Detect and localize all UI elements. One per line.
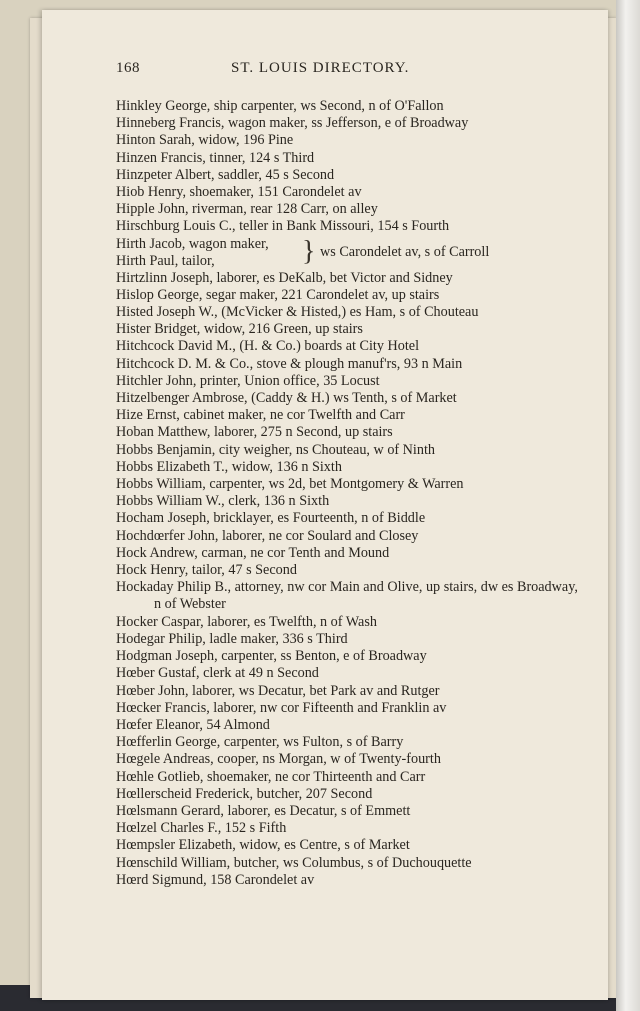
directory-entry: Hœfer Eleanor, 54 Almond: [116, 716, 270, 733]
directory-entry: Hitchcock D. M. & Co., stove & plough manuf'rs, 93 n Main: [116, 355, 463, 372]
directory-entry: Hinton Sarah, widow, 196 Pine: [116, 132, 294, 149]
directory-entry: Hirtzlinn Joseph, laborer, es DeKalb, bet Victor and Sidney: [116, 269, 453, 286]
bracket-entry-name-1: Hirth Jacob, wagon maker,: [116, 235, 269, 252]
directory-entry: Hœrd Sigmund, 158 Carondelet av: [116, 871, 315, 888]
directory-page: [42, 10, 608, 1000]
page-header: [116, 60, 586, 80]
directory-entry: Hœnschild William, butcher, ws Columbus, s of Duchouquette: [116, 854, 472, 871]
directory-entry: Hœber Gustaf, clerk at 49 n Second: [116, 665, 319, 682]
directory-entry: Hœcker Francis, laborer, nw cor Fifteenth and Franklin av: [116, 699, 447, 716]
directory-entry: Hobbs Benjamin, city weigher, ns Chouteau, w of Ninth: [116, 441, 435, 458]
directory-entry: Hocker Caspar, laborer, es Twelfth, n of Wash: [116, 613, 377, 630]
directory-entry: Hœfferlin George, carpenter, ws Fulton, s of Barry: [116, 734, 404, 751]
directory-entry: Hœlsmann Gerard, laborer, es Decatur, s of Emmett: [116, 802, 411, 819]
directory-entry: Hitzelbenger Ambrose, (Caddy & H.) ws Tenth, s of Market: [116, 390, 457, 407]
directory-entry: Hobbs William, carpenter, ws 2d, bet Montgomery & Warren: [116, 476, 464, 493]
directory-entry: Hock Henry, tailor, 47 s Second: [116, 562, 297, 579]
directory-entry: Hœmpsler Elizabeth, widow, es Centre, s of Market: [116, 837, 410, 854]
directory-entry: Hitchcock David M., (H. & Co.) boards at City Hotel: [116, 338, 420, 355]
directory-entry: Histed Joseph W., (McVicker & Histed,) es Ham, s of Chouteau: [116, 304, 479, 321]
directory-entry: Hochdœrfer John, laborer, ne cor Soulard and Closey: [116, 527, 419, 544]
bracket-brace: }: [302, 235, 316, 267]
directory-entry: Hinzen Francis, tinner, 124 s Third: [116, 149, 315, 166]
running-title: ST. LOUIS DIRECTORY.: [231, 60, 410, 76]
directory-entry: Hinkley George, ship carpenter, ws Second, n of O'Fallon: [116, 98, 444, 114]
directory-entry: Hitchler John, printer, Union office, 35 Locust: [116, 372, 380, 389]
directory-entry: Hœlzel Charles F., 152 s Fifth: [116, 820, 287, 837]
directory-entry: Hobbs William W., clerk, 136 n Sixth: [116, 493, 330, 510]
directory-entry: Hœllerscheid Frederick, butcher, 207 Second: [116, 785, 373, 802]
directory-entry: Hislop George, segar maker, 221 Carondelet av, up stairs: [116, 286, 440, 303]
directory-entry: Hirschburg Louis C., teller in Bank Missouri, 154 s Fourth: [116, 218, 450, 235]
directory-entry: Hodegar Philip, ladle maker, 336 s Third: [116, 630, 348, 647]
directory-entry: Hinneberg Francis, wagon maker, ss Jefferson, e of Broadway: [116, 115, 469, 132]
directory-entry: Hœhle Gotlieb, shoemaker, ne cor Thirteenth and Carr: [116, 768, 426, 785]
page-number: 168: [116, 60, 140, 76]
facing-page-edge: [616, 0, 640, 1011]
directory-entry: Hoban Matthew, laborer, 275 n Second, up stairs: [116, 424, 393, 441]
bracket-shared-address: ws Carondelet av, s of Carroll: [320, 243, 490, 260]
directory-entry: Hiob Henry, shoemaker, 151 Carondelet av: [116, 184, 362, 201]
directory-entry: Hocham Joseph, bricklayer, es Fourteenth, n of Biddle: [116, 510, 426, 527]
directory-entry: Hister Bridget, widow, 216 Green, up stairs: [116, 321, 363, 338]
directory-entry: Hodgman Joseph, carpenter, ss Benton, e of Broadway: [116, 648, 427, 665]
directory-entry: Hinzpeter Albert, saddler, 45 s Second: [116, 166, 335, 183]
bracketed-entry: [116, 236, 586, 270]
directory-entry: Hœber John, laborer, ws Decatur, bet Park av and Rutger: [116, 682, 440, 699]
directory-entry: Hœgele Andreas, cooper, ns Morgan, w of Twenty-fourth: [116, 751, 441, 768]
directory-entries: [116, 98, 586, 889]
bracket-entry-name-2: Hirth Paul, tailor,: [116, 252, 215, 269]
directory-entry: Hize Ernst, cabinet maker, ne cor Twelfth and Carr: [116, 407, 405, 424]
directory-entry: Hockaday Philip B., attorney, nw cor Main and Olive, up stairs, dw es Broadway, n of Webster: [116, 579, 578, 613]
directory-entry: Hipple John, riverman, rear 128 Carr, on alley: [116, 201, 378, 218]
directory-entry: Hock Andrew, carman, ne cor Tenth and Mound: [116, 544, 390, 561]
directory-entry: Hobbs Elizabeth T., widow, 136 n Sixth: [116, 458, 342, 475]
